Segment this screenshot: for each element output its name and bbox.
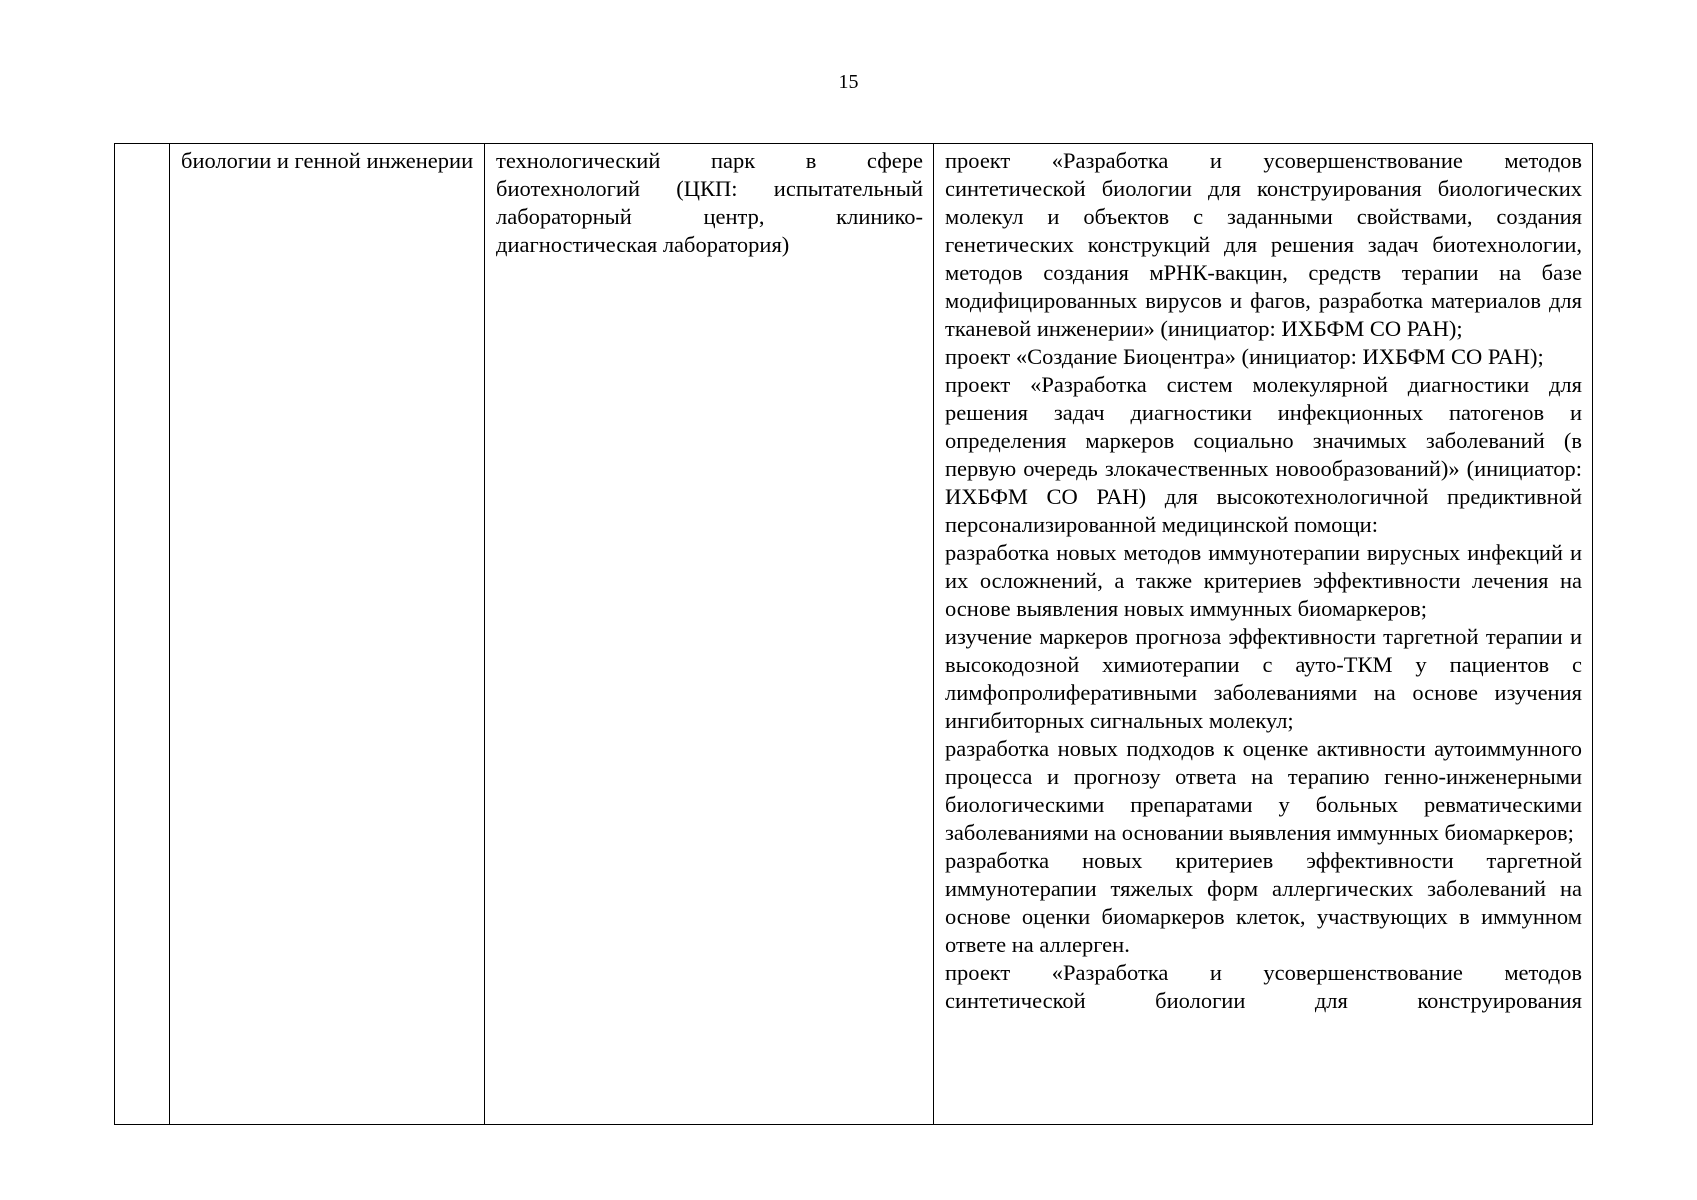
project-paragraph: проект «Разработка и усовершенствование методов синтетической биологии для конструирования — [945, 960, 1582, 1013]
infrastructure-text: технологический парк в сфере биотехнологий (ЦКП: испытательный лабораторный центр, клинико-диагностическая лаборатория) — [496, 148, 923, 257]
projects-table — [114, 143, 1593, 1125]
project-paragraph: проект «Разработка систем молекулярной диагностики для решения задач диагностики инфекционных патогенов и определения маркеров социально значимых заболеваний (в первую очередь злокачественных новообразований)» (инициатор: ИХБФМ СО РАН) для высокотехнологичной предиктивной персонализированной медицинской помощи: — [945, 372, 1582, 537]
page-number: 15 — [838, 71, 859, 93]
table-row — [115, 144, 1593, 1125]
projects-cell — [934, 144, 1593, 1125]
project-paragraph: изучение маркеров прогноза эффективности таргетной терапии и высокодозной химиотерапии с ауто-ТКМ у пациентов с лимфопролиферативными заболеваниями на основе изучения ингибиторных сигнальных молекул; — [945, 624, 1582, 733]
project-paragraph: разработка новых критериев эффективности таргетной иммунотерапии тяжелых форм аллергических заболеваний на основе оценки биомаркеров клеток, участвующих в иммунном ответе на аллерген. — [945, 848, 1582, 957]
project-paragraph: разработка новых методов иммунотерапии вирусных инфекций и их осложнений, а также критериев эффективности лечения на основе выявления новых иммунных биомаркеров; — [945, 540, 1582, 621]
project-paragraph: проект «Разработка и усовершенствование методов синтетической биологии для конструирования биологических молекул и объектов с заданными свойствами, создания генетических конструкций для решения задач биотехнологии, методов создания мРНК-вакцин, средств терапии на базе модифицированных вирусов и фагов, разработка материалов для тканевой инженерии» (инициатор: ИХБФМ СО РАН); — [945, 148, 1582, 341]
infrastructure-cell — [485, 144, 934, 1125]
research-area-cell — [170, 144, 485, 1125]
row-number-cell — [115, 144, 170, 1125]
project-paragraph: проект «Создание Биоцентра» (инициатор: ИХБФМ СО РАН); — [945, 344, 1544, 369]
project-paragraph: разработка новых подходов к оценке активности аутоиммунного процесса и прогнозу ответа на терапию генно-инженерными биологическими препаратами у больных ревматическими заболеваниями на основании выявления иммунных биомаркеров; — [945, 736, 1582, 845]
research-area-text: биологии и генной инженерии — [181, 148, 474, 173]
